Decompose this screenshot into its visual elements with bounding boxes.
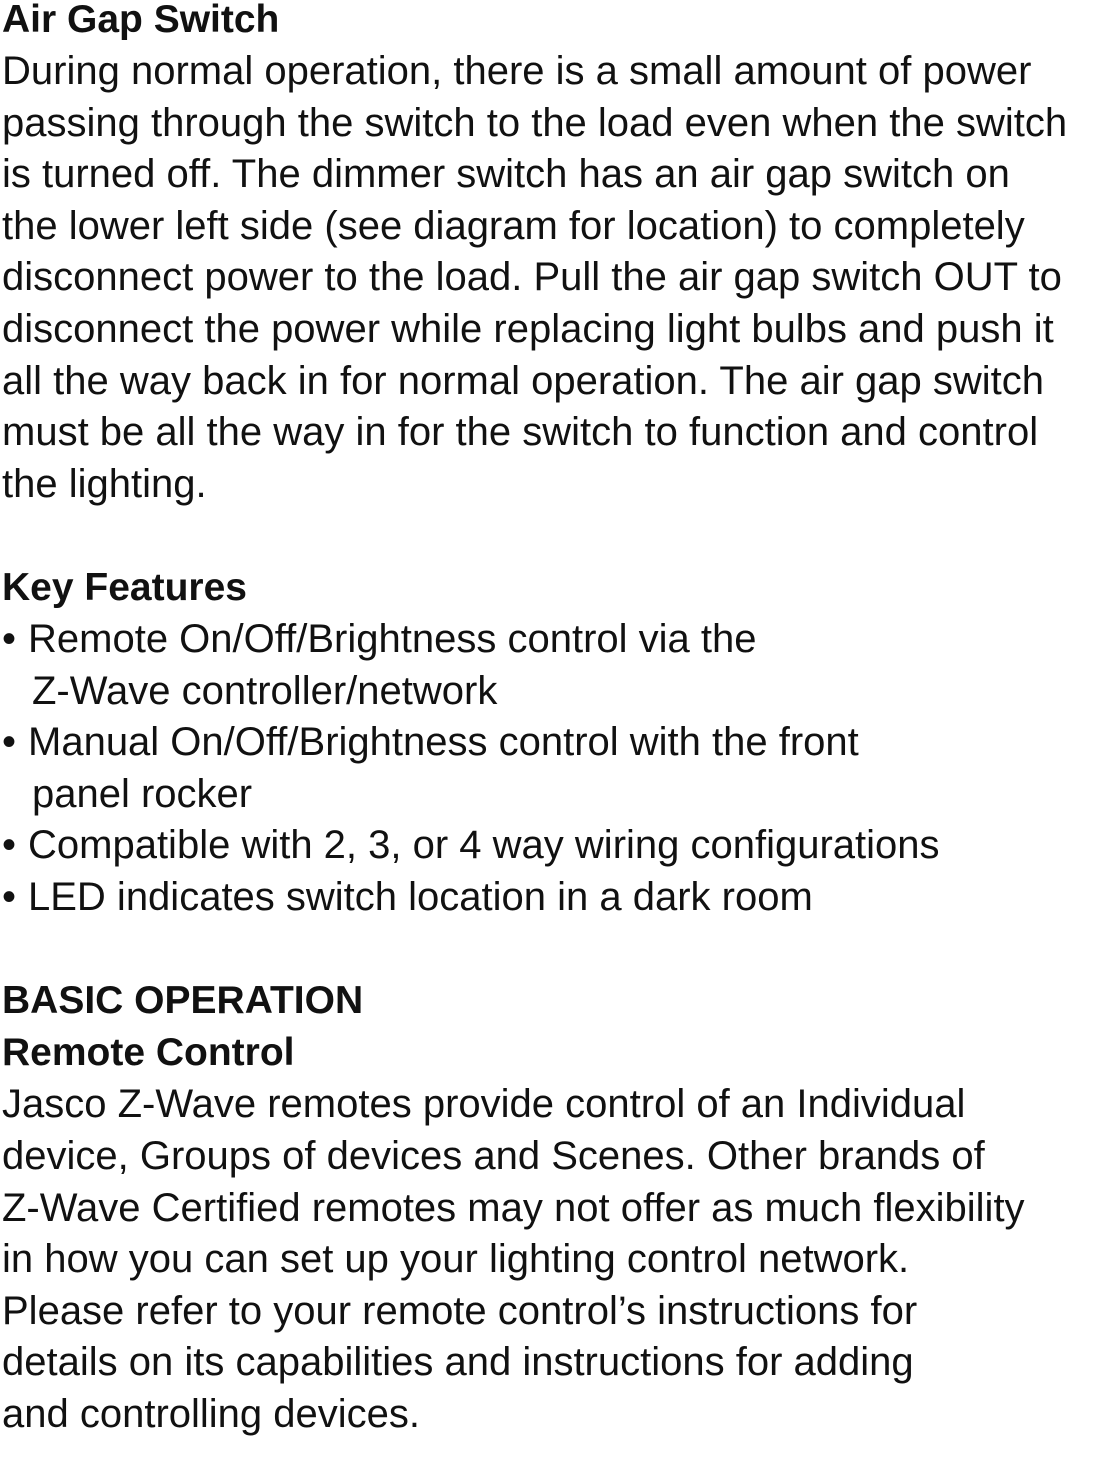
air-gap-line: all the way back in for normal operation. The air gap switch [2,358,1045,403]
air-gap-line: During normal operation, there is a small amount of power [2,49,1032,93]
bullet-icon: • [2,823,17,868]
basic-operation-section [2,975,1112,1440]
bullet-icon: • [2,720,17,765]
manual-page [2,0,1112,1441]
feature-text: Manual On/Off/Brightness control with the front [28,720,859,765]
remote-control-line: Please refer to your remote control’s instructions for [2,1288,918,1333]
air-gap-paragraph [2,46,1112,510]
feature-text-continued: panel rocker [32,771,253,816]
remote-control-line: in how you can set up your lighting control network. [2,1237,910,1282]
remote-control-line: details on its capabilities and instructions for adding [2,1340,914,1385]
air-gap-heading: Air Gap Switch [2,0,280,41]
feature-item [2,717,1112,820]
remote-control-line: and controlling devices. [2,1391,421,1436]
remote-control-line: Jasco Z-Wave remotes provide control of an Individual [2,1082,966,1127]
air-gap-line: disconnect the power while replacing light bulbs and push it [2,306,1054,351]
feature-item [2,820,1112,872]
section-spacer [2,923,1112,975]
feature-item [2,614,1112,717]
feature-text: Remote On/Off/Brightness control via the [28,617,757,662]
remote-control-paragraph [2,1079,1112,1440]
key-features-section [2,562,1112,923]
bullet-icon: • [2,874,17,919]
air-gap-line: disconnect power to the load. Pull the air gap switch OUT to [2,255,1062,300]
air-gap-line: is turned off. The dimmer switch has an air gap switch on [2,152,1010,197]
remote-control-line: device, Groups of devices and Scenes. Other brands of [2,1133,985,1178]
bullet-icon: • [2,617,17,662]
air-gap-line: the lighting. [2,461,207,506]
features-list [2,614,1112,923]
air-gap-section [2,0,1112,510]
air-gap-line: the lower left side (see diagram for location) to completely [2,203,1025,248]
feature-text: LED indicates switch location in a dark room [28,874,813,919]
section-spacer [2,510,1112,562]
feature-text-continued: Z-Wave controller/network [32,668,498,713]
air-gap-line: must be all the way in for the switch to function and control [2,410,1039,455]
key-features-heading: Key Features [2,566,247,610]
remote-control-subheading: Remote Control [2,1031,295,1075]
feature-text: Compatible with 2, 3, or 4 way wiring configurations [28,823,940,868]
remote-control-line: Z-Wave Certified remotes may not offer as much flexibility [2,1185,1025,1230]
basic-operation-heading: BASIC OPERATION [2,979,364,1023]
feature-item [2,872,1112,924]
air-gap-line: passing through the switch to the load even when the switch [2,100,1068,145]
